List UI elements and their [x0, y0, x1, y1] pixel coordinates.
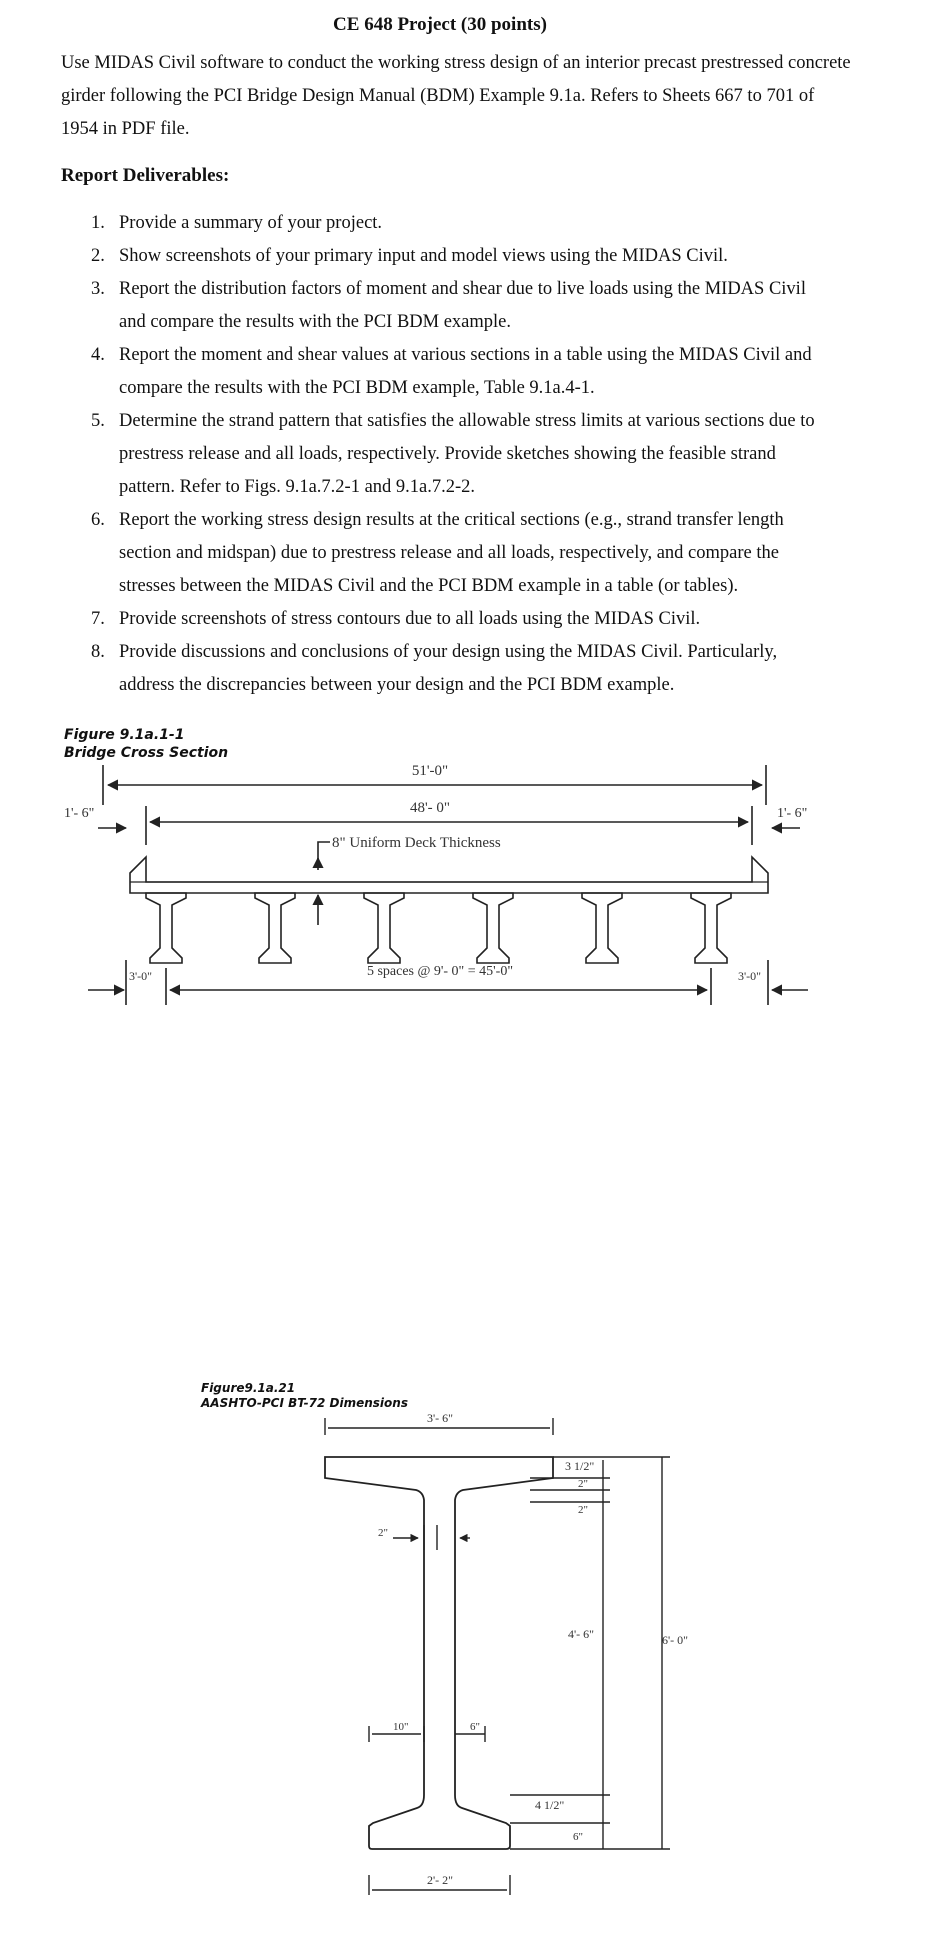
- dim-overhang-left: 1'- 6": [64, 806, 95, 821]
- dim-bottom-taper-w: 10": [393, 1721, 409, 1733]
- deliverable-text: Provide a summary of your project.: [119, 213, 383, 233]
- page-title: CE 648 Project (30 points): [333, 14, 547, 35]
- dim-top-taper1: 2": [578, 1478, 588, 1490]
- deliverable-text: Report the working stress design results at the critical sections (e.g., strand transfer length section and midspan) due to prestress release and all loads, respectively, and compare the stresses between the MIDAS Civil and the PCI BDM example in a table (or tables).: [119, 510, 784, 596]
- deliverables-heading: Report Deliverables:: [61, 165, 230, 186]
- deliverable-number: 7.: [91, 609, 105, 629]
- deliverable-number: 5.: [91, 411, 105, 431]
- dim-web-width-6: 6": [470, 1721, 480, 1733]
- dim-web-height: 4'- 6": [568, 1627, 595, 1641]
- dim-overhang-right: 1'- 6": [777, 806, 808, 821]
- dim-bottom-flange-width: 2'- 2": [426, 1873, 454, 1887]
- girder-outline: [325, 1457, 553, 1849]
- dim-top-flange-width: 3'- 6": [426, 1411, 454, 1425]
- figure2-number: Figure9.1a.21: [201, 1381, 296, 1395]
- deliverable-text: Provide discussions and conclusions of your design using the MIDAS Civil. Particularly, address the discrepancies between your design and the PCI BDM example.: [119, 642, 778, 695]
- dim-edge-right: 3'-0": [738, 969, 762, 983]
- dim-total-width: 51'-0": [411, 763, 449, 779]
- figure1-caption: Bridge Cross Section: [64, 745, 229, 761]
- dim-top-flange-thick: 3 1/2": [565, 1459, 595, 1473]
- dim-edge-left: 3'-0": [129, 969, 153, 983]
- deliverable-text: Show screenshots of your primary input and model views using the MIDAS Civil.: [119, 246, 728, 266]
- dim-top-taper2: 2": [578, 1504, 588, 1516]
- deliverable-number: 4.: [91, 345, 105, 365]
- deliverable-number: 6.: [91, 510, 105, 530]
- figure1-number: Figure 9.1a.1-1: [64, 727, 185, 743]
- deliverable-text: Determine the strand pattern that satisfies the allowable stress limits at various sections due to prestress release and all loads, respectively. Provide sketches showing the feasible strand pattern. Refer to Figs. 9.1a.7.2-1 and 9.1a.7.2-2.: [119, 411, 815, 497]
- dim-web-thick: 2": [378, 1527, 388, 1539]
- deliverable-text: Provide screenshots of stress contours due to all loads using the MIDAS Civil.: [119, 609, 701, 629]
- intro-paragraph: Use MIDAS Civil software to conduct the working stress design of an interior precast prestressed concrete girder following the PCI Bridge Design Manual (BDM) Example 9.1a. Refers to Sheets 667 to 701 of 1954 in PDF file.: [61, 53, 851, 139]
- dim-deck-thickness: 8" Uniform Deck Thickness: [332, 835, 501, 851]
- dim-bottom-flange-thick: 6": [573, 1831, 583, 1843]
- dim-roadway-width: 48'- 0": [409, 800, 451, 816]
- dim-bottom-taper-h: 4 1/2": [535, 1798, 565, 1812]
- figure2-caption: AASHTO-PCI BT-72 Dimensions: [201, 1396, 408, 1410]
- dim-girder-spacing: 5 spaces @ 9'- 0" = 45'-0": [366, 964, 514, 979]
- deliverable-number: 3.: [91, 279, 105, 299]
- deliverable-text: Report the distribution factors of moment and shear due to live loads using the MIDAS Civil and compare the results with the PCI BDM example.: [119, 279, 806, 332]
- deliverable-number: 2.: [91, 246, 105, 266]
- deliverable-text: Report the moment and shear values at various sections in a table using the MIDAS Civil and compare the results with the PCI BDM example, Table 9.1a.4-1.: [119, 345, 812, 398]
- deliverable-number: 8.: [91, 642, 105, 662]
- dim-total-height: 6'- 0": [662, 1633, 689, 1647]
- deliverable-number: 1.: [91, 213, 105, 233]
